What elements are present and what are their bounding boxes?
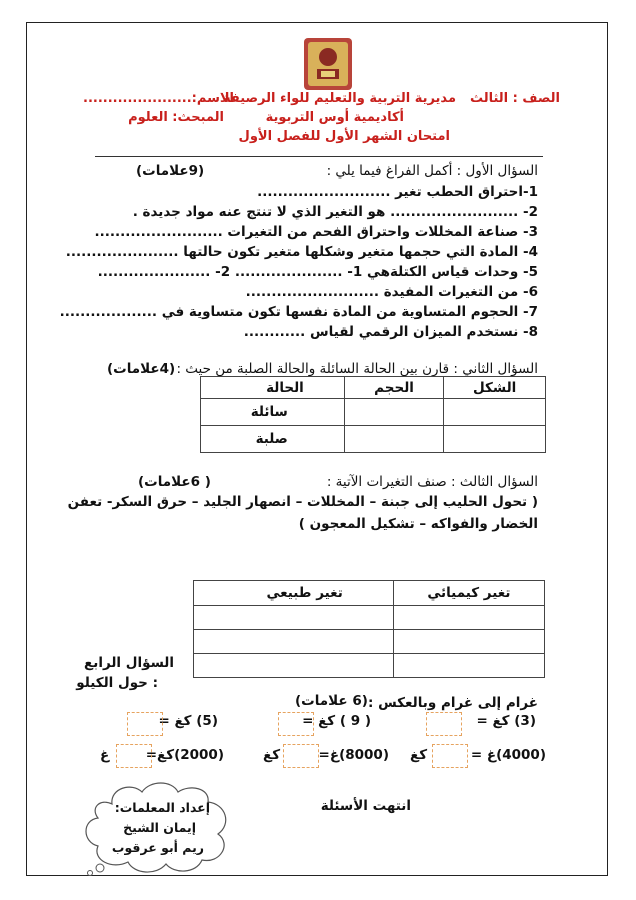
q1-item-3: 3- صناعة المخللات واحتراق الفحم من التغيرات ......................... — [94, 224, 538, 240]
q3-cell-chemical[interactable] — [393, 606, 544, 630]
q4-item-4000g: (4000)غ = — [470, 747, 546, 763]
q4-title-line-2: : حول الكيلو — [76, 675, 158, 691]
q4-item-3kg: (3) كغ = — [476, 713, 536, 729]
exam-title: امتحان الشهر الأول للفصل الأول — [238, 129, 450, 144]
q2-title: السؤال الثاني : قارن بين الحالة السائلة والحالة الصلبة من حيث : — [176, 361, 538, 377]
q3-cell-chemical[interactable] — [393, 654, 544, 678]
q3-cell-physical[interactable] — [194, 606, 394, 630]
q2-header-volume: الحجم — [344, 377, 443, 399]
q1-marks: (9علامات) — [136, 163, 205, 179]
grade-label: الصف : الثالث — [469, 91, 560, 106]
q3-list-line-2: الخضار والفواكه – تشكيل المعجون ) — [298, 516, 538, 532]
q3-marks: ( 6علامات) — [138, 474, 211, 490]
q4-title-line-1: السؤال الرابع — [84, 655, 174, 671]
q4-marks: (6 علامات) — [295, 693, 368, 709]
q4-answer-box-3kg[interactable] — [426, 712, 462, 736]
student-name-field: الاسم:...................... — [83, 91, 234, 106]
q4-item-5kg: (5) كغ = — [158, 713, 218, 729]
q4-unit-kg-b: كغ — [263, 747, 281, 763]
q3-header-physical: تغير طبيعي — [194, 581, 394, 606]
subject-label: المبحث: العلوم — [128, 110, 224, 125]
q4-item-2000kg: (2000)كغ= — [145, 747, 224, 763]
q4-item-9kg: ( 9 ) كغ = — [302, 713, 371, 729]
prepared-by-label: إعداد المعلمات: — [114, 800, 210, 815]
q4-answer-box-9kg[interactable] — [278, 712, 314, 736]
q2-cell-liquid-shape[interactable] — [444, 399, 546, 426]
q2-cell-solid-shape[interactable] — [444, 426, 546, 453]
q1-item-5: 5- وحدات قياس الكتلةهي 1- ..................... 2- ...................... — [97, 264, 538, 280]
q3-list-line-1: ( تحول الحليب إلى جبنة – المخللات – انصهار الجليد – حرق السكر- تعفن — [67, 494, 538, 510]
directorate-label: مديرية التربية والتعليم للواء الرصيفة — [222, 91, 456, 106]
q2-row-liquid: سائلة — [201, 399, 345, 426]
q1-item-6: 6- من التغيرات المفيدة .......................... — [245, 284, 538, 300]
school-logo — [303, 37, 353, 91]
q2-header-shape: الشكل — [444, 377, 546, 399]
q2-cell-solid-volume[interactable] — [344, 426, 443, 453]
q1-item-7: 7- الحجوم المتساوية من المادة نفسها تكون متساوية في ................... — [59, 304, 538, 320]
q2-marks: (4علامات) — [107, 361, 176, 377]
header-divider — [95, 156, 543, 157]
q2-row-solid: صلبة — [201, 426, 345, 453]
q3-classification-table — [193, 580, 545, 678]
q4-unit-g: غ — [100, 747, 110, 763]
q3-cell-physical[interactable] — [194, 654, 394, 678]
q3-header-chemical: تغير كيميائي — [393, 581, 544, 606]
teachers-cloud — [80, 780, 240, 876]
q3-title: السؤال الثالث : صنف التغيرات الآتية : — [326, 474, 538, 490]
q3-cell-chemical[interactable] — [393, 630, 544, 654]
q4-answer-box-8000g[interactable] — [283, 744, 319, 768]
q4-title-line-3: غرام إلى غرام وبالعكس : — [368, 695, 538, 711]
q1-item-4: 4- المادة التي حجمها متغير وشكلها متغير تكون حالتها ...................... — [65, 244, 538, 260]
q2-comparison-table — [200, 376, 546, 453]
end-of-questions: انتهت الأسئلة — [320, 798, 411, 814]
q4-answer-box-2000kg[interactable] — [116, 744, 152, 768]
q1-item-2: 2- ......................... هو التغير الذي لا تنتج عنه مواد جديدة . — [132, 204, 538, 220]
q2-header-state: الحالة — [201, 377, 345, 399]
q4-item-8000g: (8000)غ= — [318, 747, 389, 763]
teacher-name-2: ريم أبو عرقوب — [111, 840, 204, 855]
q4-answer-box-4000g[interactable] — [432, 744, 468, 768]
q1-item-1: 1-احتراق الحطب تغير .......................... — [257, 184, 538, 200]
q2-cell-liquid-volume[interactable] — [344, 399, 443, 426]
q4-unit-kg-a: كغ — [410, 747, 428, 763]
q3-cell-physical[interactable] — [194, 630, 394, 654]
academy-label: أكاديمية أوس التربوية — [265, 110, 404, 125]
q1-title: السؤال الأول : أكمل الفراغ فيما يلي : — [326, 163, 538, 179]
teacher-name-1: إيمان الشيخ — [123, 820, 196, 835]
q4-answer-box-5kg[interactable] — [127, 712, 163, 736]
q1-item-8: 8- نستخدم الميزان الرقمي لقياس ............ — [243, 324, 538, 340]
